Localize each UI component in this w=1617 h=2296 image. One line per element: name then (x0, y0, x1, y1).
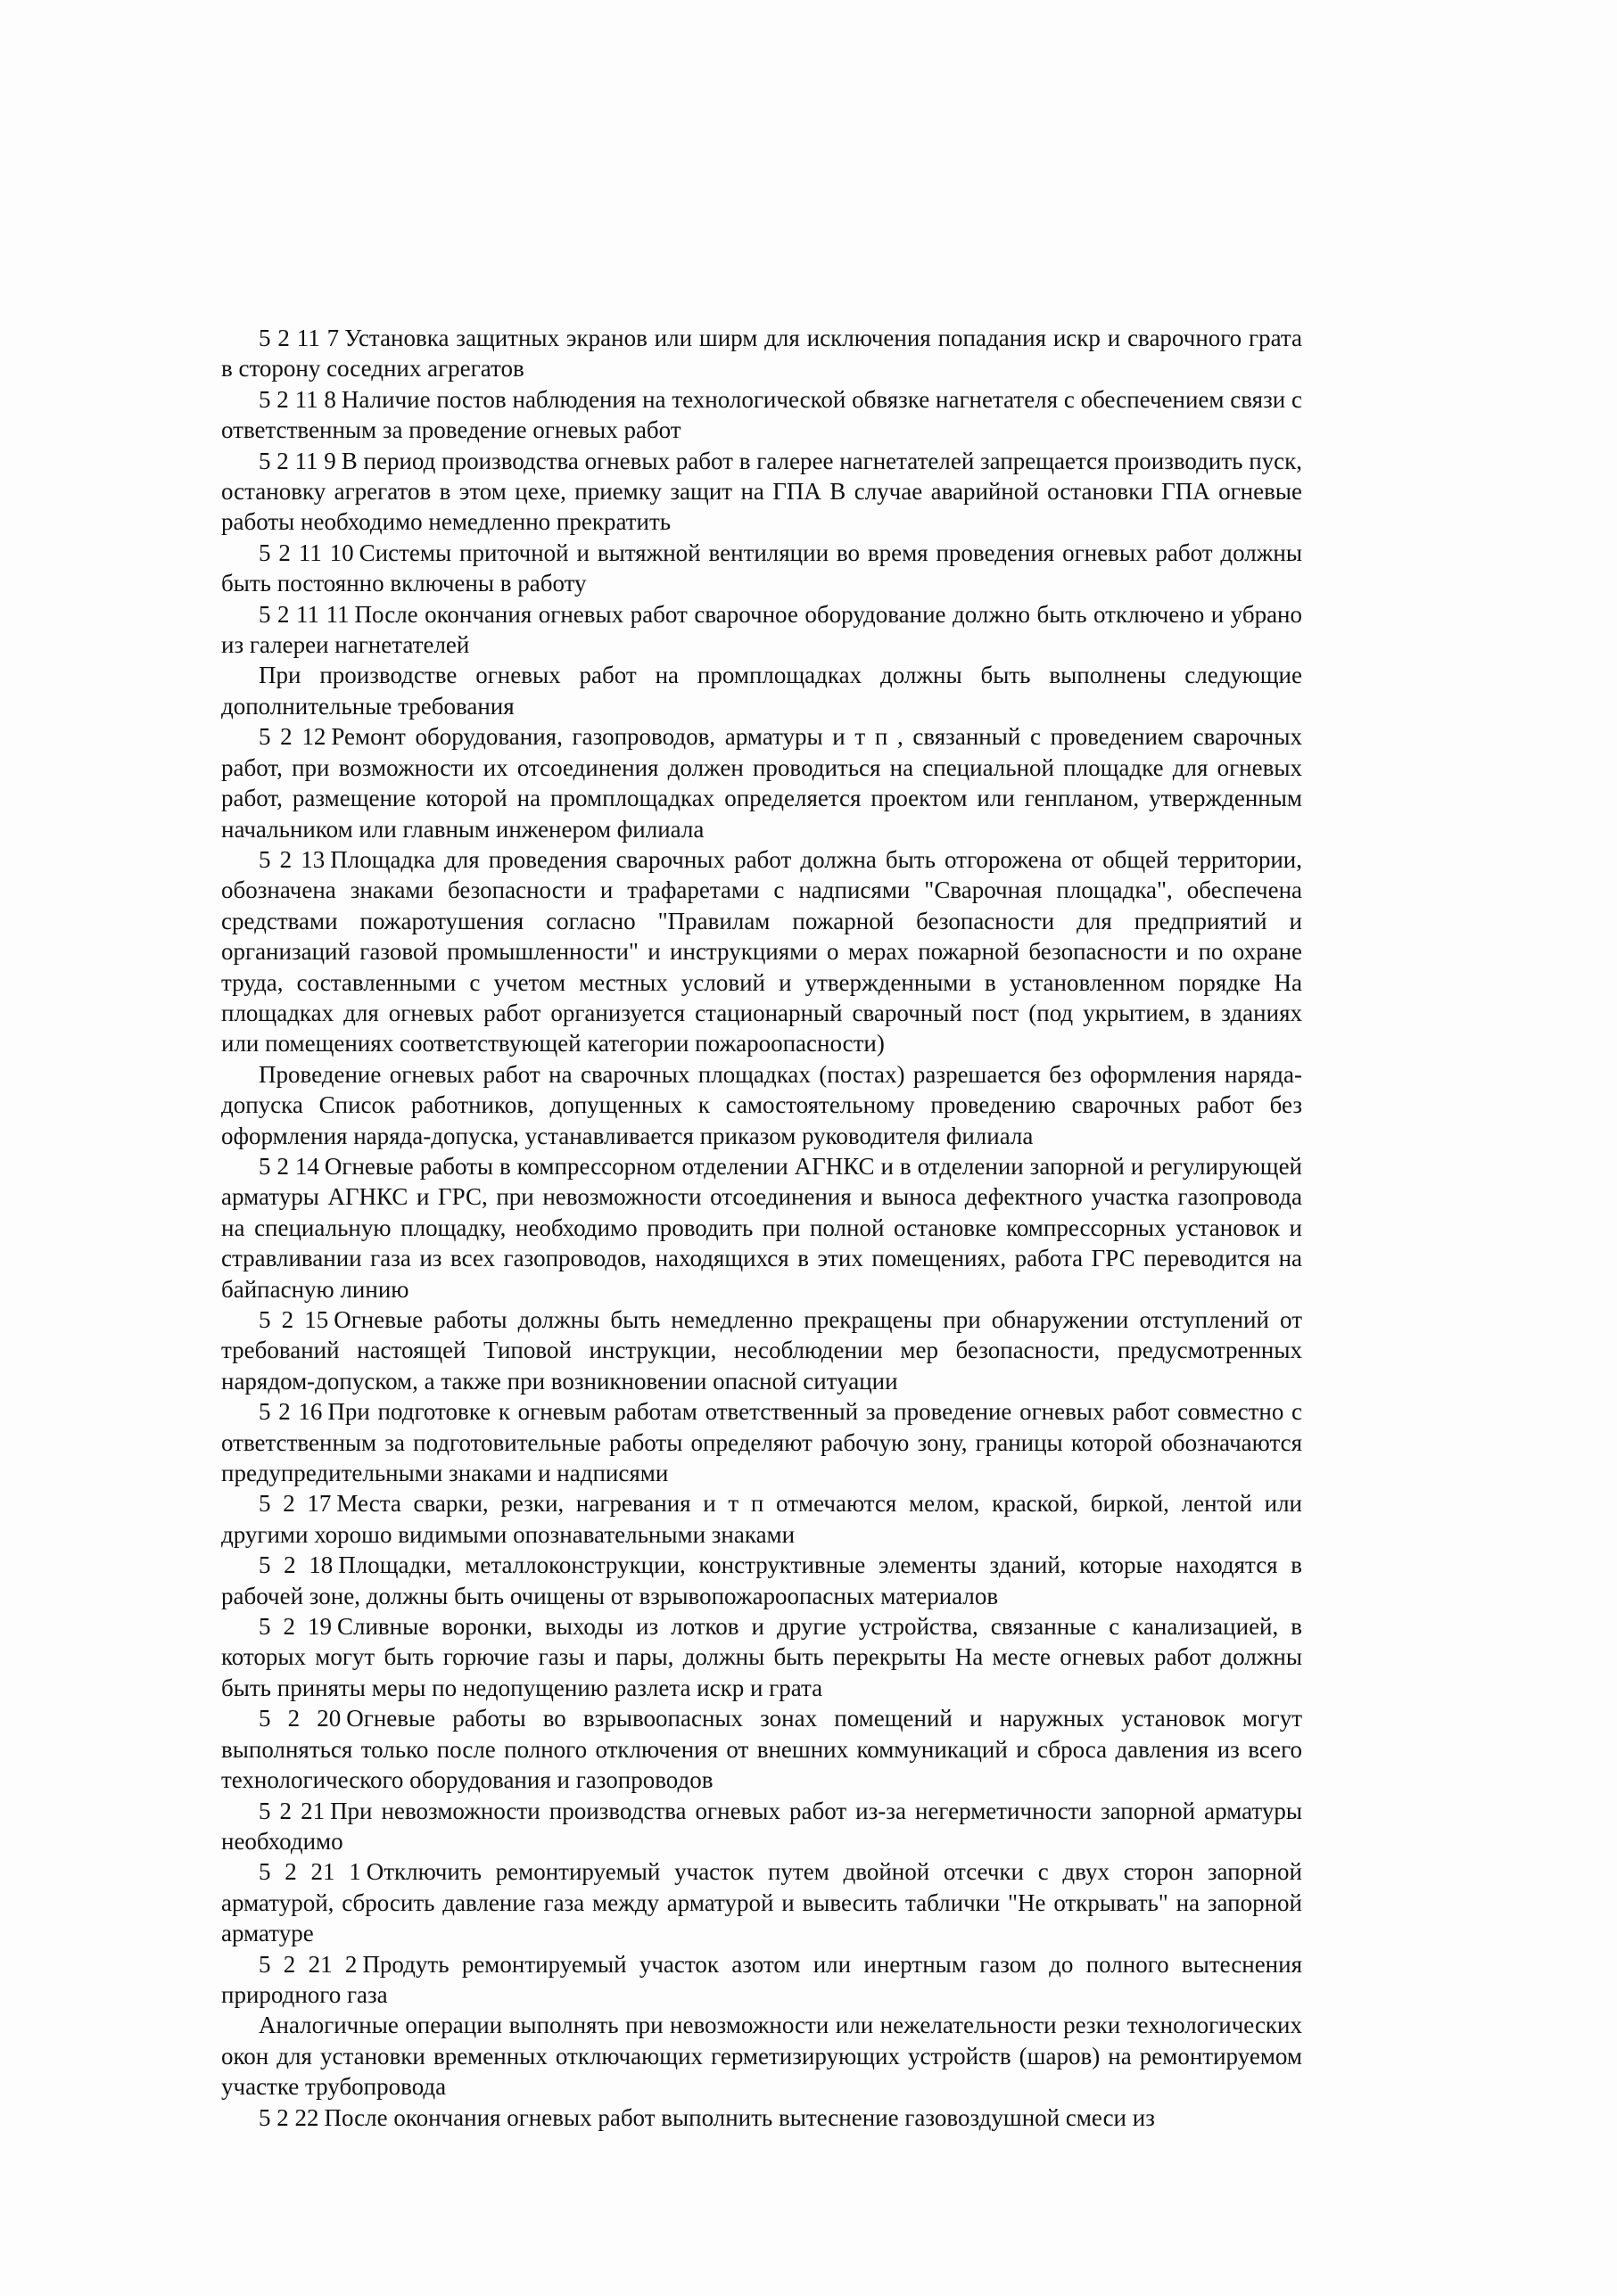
paragraph-5-2-11-8 (221, 384, 1302, 446)
paragraph-text: Сливные воронки, выходы из лотков и другие устройства, связанные с канализацией, в которых могут быть горючие газы и пары, должны быть перекрыты На месте огневых работ должны быть приняты меры по недопущению разлета искр и грата (221, 1613, 1302, 1701)
paragraph-text: Продуть ремонтируемый участок азотом или инертным газом до полного вытеснения природного газа (221, 1950, 1303, 2008)
paragraph-text: Места сварки, резки, нагревания и т п отмечаются мелом, краской, биркой, лентой или другими хорошо видимыми опознавательными знаками (221, 1490, 1303, 1548)
paragraph-text: При производстве огневых работ на промплощадках должны быть выполнены следующие дополнительные требования (221, 662, 1302, 720)
paragraph-number: 5 2 21 (259, 1797, 326, 1824)
paragraph-5-2-12 (221, 721, 1302, 844)
paragraph-5-2-22 (221, 2103, 1302, 2133)
paragraph-text: При невозможности производства огневых работ из-за негерметичности запорной арматуры необходимо (221, 1797, 1302, 1855)
paragraph-welding-posts (221, 1059, 1302, 1151)
paragraph-5-2-20 (221, 1703, 1302, 1795)
paragraph-5-2-21 (221, 1796, 1302, 1857)
paragraph-text: Установка защитных экранов или ширм для исключения попадания искр и сварочного грата в сторону соседних агрегатов (221, 325, 1302, 383)
paragraph-number: 5 2 11 8 (259, 385, 336, 413)
paragraph-5-2-21-2 (221, 1949, 1302, 2011)
paragraph-5-2-18 (221, 1550, 1302, 1611)
paragraph-text: После окончания огневых работ выполнить вытеснение газовоздушной смеси из (324, 2103, 1155, 2131)
paragraph-analogous-operations (221, 2010, 1302, 2102)
paragraph-text: Проведение огневых работ на сварочных площадках (постах) разрешается без оформления наряда-допуска Список работников, допущенных к самостоятельному проведению сварочных работ без оформления наряда-допуска, устанавливается приказом руководителя филиала (221, 1060, 1302, 1149)
paragraph-text: При подготовке к огневым работам ответственный за проведение огневых работ совместно с ответственным за подготовительные работы определяют рабочую зону, границы которой обозначаются предупредительными знаками и надписями (221, 1398, 1303, 1487)
paragraph-number: 5 2 16 (259, 1398, 323, 1426)
paragraph-5-2-19 (221, 1611, 1302, 1703)
paragraph-number: 5 2 22 (259, 2103, 319, 2131)
paragraph-number: 5 2 13 (259, 845, 326, 873)
paragraph-5-2-11-7 (221, 323, 1302, 384)
paragraph-5-2-17 (221, 1488, 1302, 1550)
paragraph-text: Наличие постов наблюдения на технологической обвязке нагнетателя с обеспечением связи с ответственным за проведение огневых работ (221, 385, 1302, 444)
paragraph-5-2-15 (221, 1304, 1302, 1396)
paragraph-text: В период производства огневых работ в галерее нагнетателей запрещается производить пуск, остановку агрегатов в этом цехе, приемку защит на ГПА В случае аварийной остановки ГПА огневые работы необходимо немедленно прекратить (221, 447, 1303, 536)
paragraph-5-2-13 (221, 844, 1302, 1059)
paragraph-number: 5 2 11 11 (259, 600, 350, 628)
paragraph-number: 5 2 12 (259, 723, 326, 751)
paragraph-intro-promplosh (221, 660, 1302, 721)
paragraph-text: Огневые работы в компрессорном отделении АГНКС и в отделении запорной и регулирующей арматуры АГНКС и ГРС, при невозможности отсоединения и выноса дефектного участка газопровода на специальную площадку, необходимо проводить при полной остановке компрессорных установок и стравливании газа из всех газопроводов, находящихся в этих помещениях, работа ГРС переводится на байпасную линию (221, 1152, 1302, 1303)
paragraph-5-2-11-10 (221, 538, 1302, 599)
paragraph-5-2-21-1 (221, 1856, 1302, 1948)
paragraph-number: 5 2 11 9 (259, 447, 336, 474)
paragraph-5-2-16 (221, 1396, 1302, 1488)
paragraph-number: 5 2 21 1 (259, 1858, 361, 1886)
paragraph-text: Аналогичные операции выполнять при невозможности или нежелательности резки технологических окон для установки временных отключающих герметизирующих устройств (шаров) на ремонтируемом участке трубопровода (221, 2012, 1302, 2101)
paragraph-text: Огневые работы должны быть немедленно прекращены при обнаружении отступлений от требований настоящей Типовой инструкции, несоблюдении мер безопасности, предусмотренных нарядом-допуском, а также при возникновении опасной ситуации (221, 1306, 1302, 1395)
paragraph-number: 5 2 19 (259, 1613, 332, 1641)
paragraph-5-2-11-11 (221, 599, 1302, 661)
paragraph-text: Площадки, металлоконструкции, конструктивные элементы зданий, которые находятся в рабочей зоне, должны быть очищены от взрывопожароопасных материалов (221, 1551, 1302, 1609)
paragraph-number: 5 2 14 (259, 1152, 319, 1180)
paragraph-number: 5 2 15 (259, 1306, 329, 1333)
paragraph-number: 5 2 21 2 (259, 1950, 358, 1978)
paragraph-number: 5 2 17 (259, 1490, 332, 1518)
paragraph-5-2-14 (221, 1151, 1302, 1304)
paragraph-5-2-11-9 (221, 446, 1302, 538)
paragraph-text: Отключить ремонтируемый участок путем двойной отсечки с двух сторон запорной арматурой, сбросить давление газа между арматурой и вывесить таблички "Не открывать" на запорной арматуре (221, 1858, 1302, 1947)
paragraph-text: Ремонт оборудования, газопроводов, арматуры и т п , связанный с проведением сварочных работ, при возможности их отсоединения должен проводиться на специальной площадке для огневых работ, размещение которой на промплощадках определяется проектом или генпланом, утвержденным начальником или главным инженером филиала (221, 723, 1302, 843)
paragraph-text: После окончания огневых работ сварочное оборудование должно быть отключено и убрано из галереи нагнетателей (221, 600, 1302, 659)
paragraph-number: 5 2 18 (259, 1551, 334, 1579)
paragraph-text: Огневые работы во взрывоопасных зонах помещений и наружных установок могут выполняться только после полного отключения от внешних коммуникаций и сброса давления из всего технологического оборудования и газопроводов (221, 1705, 1302, 1794)
paragraph-number: 5 2 11 7 (259, 325, 340, 351)
paragraph-text: Площадка для проведения сварочных работ должна быть отгорожена от общей территории, обозначена знаками безопасности и трафаретами с надписями "Сварочная площадка", обеспечена средствами пожаротушения согласно "Правилам пожарной безопасности для предприятий и организаций газовой промышленности" и инструкциями о мерах пожарной безопасности и по охране труда, составленными с учетом местных условий и утвержденными в установленном порядке На площадках для огневых работ организуется стационарный сварочный пост (под укрытием, в зданиях или помещениях соответствующей категории пожароопасности) (221, 845, 1303, 1057)
paragraph-number: 5 2 11 10 (259, 539, 354, 566)
paragraph-number: 5 2 20 (259, 1705, 342, 1732)
document-body (221, 323, 1302, 2133)
paragraph-text: Системы приточной и вытяжной вентиляции во время проведения огневых работ должны быть постоянно включены в работу (221, 539, 1302, 597)
